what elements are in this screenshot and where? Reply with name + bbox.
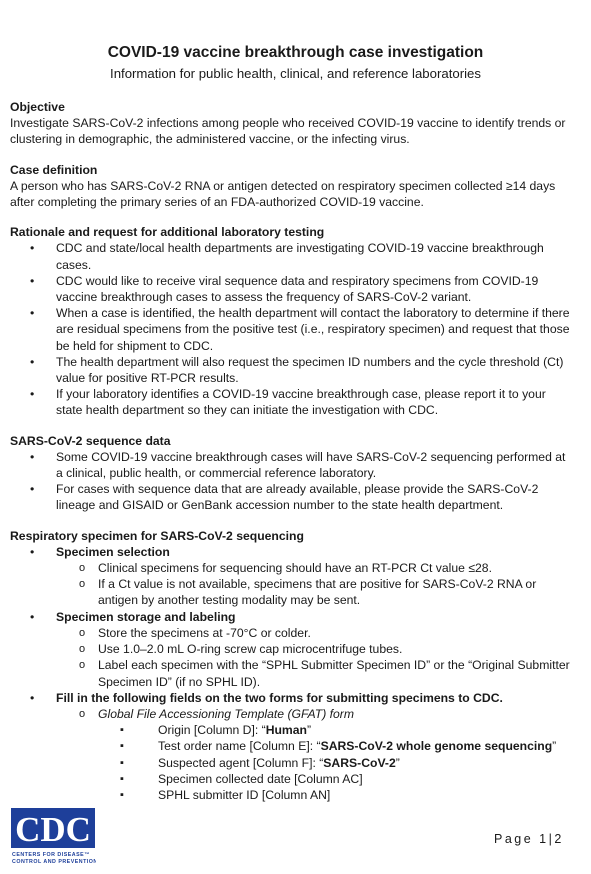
field-origin: [98, 722, 572, 738]
logo-text: CDC: [15, 810, 91, 849]
field-test-order: [98, 738, 572, 754]
cdc-logo-graphic: [10, 807, 96, 865]
rationale-section: [10, 224, 572, 418]
list-item: o Store the specimens at -70°C or colder.: [56, 625, 572, 641]
specimen-storage-label: Specimen storage and labeling: [56, 609, 236, 624]
list-item: • CDC would like to receive viral sequence data and respiratory specimens from COVID-19 vaccine breakthrough cases to assess the frequency of SARS-CoV-2 variant.: [10, 273, 572, 305]
logo-tagline-line2: CONTROL AND PREVENTION: [12, 859, 96, 865]
list-item: • Some COVID-19 vaccine breakthrough cases will have SARS-CoV-2 sequencing performed at a clinical, public health, or commercial reference laboratory.: [10, 449, 572, 481]
logo-tagline-line1: CENTERS FOR DISEASE™: [12, 852, 90, 858]
close-quote: ”: [307, 723, 312, 738]
rationale-list: [10, 240, 572, 418]
specimen-storage-item: [10, 609, 572, 690]
objective-heading: Objective: [10, 100, 65, 114]
list-item: • When a case is identified, the health department will contact the laboratory to determine if there are residual specimens from the positive test (i.e., respiratory specimen) and request that those be held for shipment to CDC.: [10, 305, 572, 354]
gfat-label: Global File Accessioning Template (GFAT) form: [98, 706, 355, 721]
respiratory-heading: Respiratory specimen for SARS-CoV-2 sequencing: [10, 528, 304, 543]
case-definition-text: A person who has SARS-CoV-2 RNA or antigen detected on respiratory specimen collected ≥14 days after completing the primary series of an FDA-authorized COVID-19 vaccine.: [10, 178, 556, 210]
close-quote: ”: [552, 739, 557, 754]
case-definition-heading: Case definition: [10, 162, 98, 177]
list-item: o Label each specimen with the “SPHL Submitter Specimen ID” or the “Original Submitter Specimen ID” (if no SPHL ID).: [56, 657, 572, 689]
document-title: COVID-19 vaccine breakthrough case investigation: [107, 44, 484, 61]
document-subtitle: Information for public health, clinical, and reference laboratories: [110, 66, 481, 81]
specimen-storage-sublist: [56, 625, 572, 690]
field-suspected-agent: [98, 755, 572, 771]
specimen-selection-item: [10, 544, 572, 609]
close-quote: ”: [395, 755, 400, 770]
field-test-order-value: SARS-CoV-2 whole genome sequencing: [320, 739, 553, 754]
specimen-selection-sublist: [56, 560, 572, 609]
sequence-data-heading: SARS-CoV-2 sequence data: [10, 433, 171, 448]
list-item: o If a Ct value is not available, specimens that are positive for SARS-CoV-2 RNA or antigen by another testing modality may be sent.: [56, 576, 572, 608]
forms-label: Fill in the following fields on the two forms for submitting specimens to CDC.: [56, 690, 503, 705]
field-suspected-agent-value: SARS-CoV-2: [323, 755, 396, 770]
list-item: • The health department will also request the specimen ID numbers and the cycle threshold (Ct) value for positive RT-PCR results.: [10, 354, 572, 386]
case-definition-section: [10, 162, 572, 211]
field-origin-value: Human: [265, 723, 307, 738]
respiratory-list: [10, 544, 572, 803]
forms-item: [10, 690, 572, 803]
gfat-item: [56, 706, 572, 803]
page-number: Page 1|2: [494, 832, 564, 846]
objective-section: [10, 99, 572, 148]
forms-sublist: [56, 706, 572, 803]
list-item: • For cases with sequence data that are already available, please provide the SARS-CoV-2 lineage and GISAID or GenBank accession number to the state health department.: [10, 481, 572, 513]
list-item: • If your laboratory identifies a COVID-19 vaccine breakthrough case, please report it to your state health department so they can initiate the investigation with CDC.: [10, 386, 572, 418]
objective-text: Investigate SARS-CoV-2 infections among people who received COVID-19 vaccine to identify trends or clustering in demographic, the administered vaccine, or the infecting virus.: [10, 116, 566, 147]
field-sphl-id: ▪ SPHL submitter ID [Column AN]: [98, 787, 572, 803]
sequence-data-list: [10, 449, 572, 514]
list-item: o Use 1.0–2.0 mL O-ring screw cap microcentrifuge tubes.: [56, 641, 572, 657]
field-test-order-label: Test order name [Column E]: “: [158, 739, 321, 754]
document-body: [10, 99, 572, 803]
respiratory-section: [10, 528, 572, 803]
field-origin-label: Origin [Column D]: “: [158, 723, 266, 738]
gfat-fields-list: [98, 722, 572, 803]
field-collected-date: ▪ Specimen collected date [Column AC]: [98, 771, 572, 787]
list-item: o Clinical specimens for sequencing should have an RT-PCR Ct value ≤28.: [56, 560, 572, 576]
rationale-heading: Rationale and request for additional laboratory testing: [10, 225, 325, 240]
sequence-data-section: [10, 433, 572, 514]
specimen-selection-label: Specimen selection: [56, 544, 170, 559]
cdc-logo: [10, 807, 96, 865]
list-item: • CDC and state/local health departments are investigating COVID-19 vaccine breakthrough cases.: [10, 240, 572, 272]
field-suspected-agent-label: Suspected agent [Column F]: “: [158, 755, 324, 770]
